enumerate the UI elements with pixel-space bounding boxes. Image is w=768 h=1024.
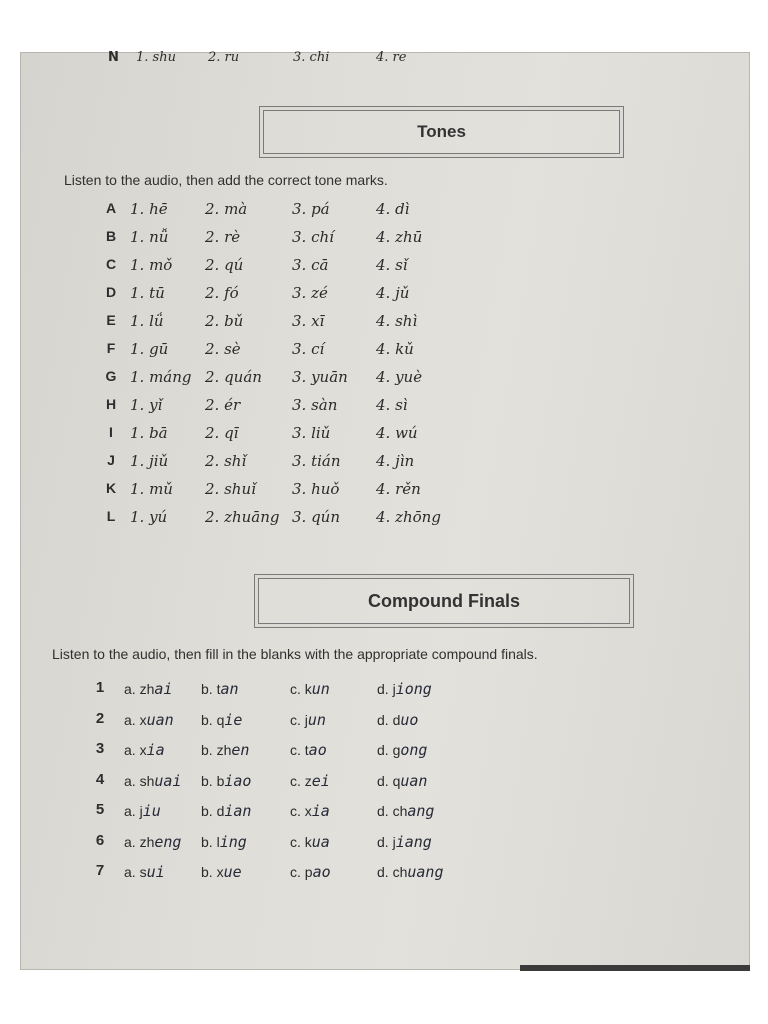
tone-item: 3. tián [292, 452, 341, 470]
row-letter: F [106, 340, 116, 356]
tone-item: 3. zé [292, 284, 328, 302]
item-prefix: a. x [124, 711, 147, 728]
row-number: 3 [95, 740, 105, 757]
blank-item [290, 711, 326, 729]
blank-item [201, 680, 239, 698]
item: 3. chi [293, 50, 330, 65]
handwritten-answer: iu [142, 802, 161, 820]
tone-item: 4. dì [376, 200, 410, 218]
compound-finals-instruction: Listen to the audio, then fill in the blanks with the appropriate compound finals. [52, 646, 538, 662]
handwritten-answer: ai [154, 680, 173, 698]
tone-item: 1. tū [130, 284, 165, 302]
handwritten-answer: iang [395, 832, 432, 851]
item-prefix: a. zh [124, 681, 155, 697]
tone-item: 2. shuǐ [205, 480, 256, 498]
tone-item: 2. quán [205, 368, 262, 386]
blank-item [124, 772, 181, 790]
section-title: Tones [417, 122, 466, 141]
blank-item [124, 863, 165, 881]
row-letter: K [105, 480, 117, 496]
item-prefix: d. ch [377, 864, 408, 880]
tone-row [0, 506, 768, 530]
item-prefix: a. s [124, 864, 147, 880]
blank-item [377, 772, 427, 790]
blank-item [201, 802, 251, 820]
item-prefix: c. p [290, 864, 313, 880]
row-number: 4 [95, 770, 105, 788]
item: 2. ru [208, 50, 240, 65]
handwritten-answer: ei [311, 771, 330, 790]
item-prefix: c. k [290, 833, 312, 850]
tone-row [0, 254, 768, 278]
blank-item [201, 833, 247, 851]
row-number: 6 [95, 831, 105, 849]
item-prefix: c. j [290, 711, 308, 728]
item: 1. shu [136, 50, 176, 65]
item-prefix: b. q [201, 711, 225, 728]
tone-item: 3. liǔ [292, 424, 331, 442]
handwritten-answer: uo [400, 710, 419, 729]
blank-item [290, 863, 331, 881]
tone-item: 2. qī [205, 424, 239, 442]
row-letter: B [105, 228, 117, 244]
tone-item: 2. sè [205, 340, 241, 358]
tone-item: 3. yuān [292, 368, 348, 386]
tone-item: 4. jìn [376, 452, 415, 470]
blank-item [377, 741, 427, 759]
item-prefix: d. j [377, 681, 396, 697]
handwritten-answer: eng [154, 832, 182, 851]
compound-final-row [0, 708, 768, 734]
section-title: Compound Finals [368, 590, 520, 611]
tone-item: 4. shì [376, 312, 418, 330]
row-letter: D [105, 284, 117, 300]
handwritten-answer: ing [219, 832, 247, 851]
page-corner-shadow [520, 965, 750, 971]
handwritten-answer: ui [146, 863, 165, 881]
handwritten-answer: uan [400, 771, 428, 790]
blank-item [124, 833, 181, 851]
tone-item: 1. mǔ [130, 480, 173, 498]
tone-item: 1. hē [130, 200, 168, 218]
blank-item [377, 863, 443, 881]
handwritten-answer: ia [311, 802, 330, 820]
handwritten-answer: ua [311, 832, 330, 851]
tone-item: 1. bā [130, 424, 168, 442]
compound-final-row [0, 860, 768, 886]
tone-row [0, 310, 768, 334]
handwritten-answer: ue [223, 863, 242, 881]
compound-final-row [0, 799, 768, 825]
handwritten-answer: ia [146, 741, 165, 759]
row-letter: A [105, 200, 117, 216]
tone-item: 1. yú [130, 508, 168, 526]
item-prefix: c. t [290, 742, 309, 758]
blank-item [201, 711, 242, 729]
tone-item: 3. qún [292, 508, 341, 526]
handwritten-answer: ao [308, 741, 327, 759]
item-prefix: b. t [201, 681, 221, 697]
blank-item [290, 802, 330, 820]
item: 4. re [376, 50, 407, 65]
blank-item [290, 741, 327, 759]
blank-item [377, 711, 418, 729]
blank-item [290, 833, 330, 851]
tones-instruction: Listen to the audio, then add the correct tone marks. [64, 172, 388, 188]
blank-item [290, 772, 330, 790]
item-prefix: b. zh [201, 742, 232, 758]
tone-item: 1. mǒ [130, 256, 173, 274]
blank-item [290, 680, 330, 698]
item-prefix: a. zh [124, 833, 155, 850]
tone-item: 2. shǐ [205, 452, 247, 470]
item-prefix: b. l [201, 833, 220, 850]
row-letter: C [105, 256, 117, 272]
blank-item [124, 680, 172, 698]
tone-item: 4. jǔ [376, 284, 410, 302]
tone-item: 3. xī [292, 312, 325, 330]
tone-item: 2. bǔ [205, 312, 244, 330]
handwritten-answer: uan [146, 710, 174, 729]
item-prefix: a. sh [124, 772, 155, 789]
item-prefix: b. b [201, 772, 225, 789]
compound-final-row [0, 830, 768, 856]
handwritten-answer: ang [407, 802, 435, 820]
item-prefix: d. q [377, 772, 401, 789]
blank-item [201, 741, 249, 759]
tone-row [0, 394, 768, 418]
tone-item: 1. gū [130, 340, 169, 358]
row-letter: J [107, 452, 115, 468]
tone-item: 3. huǒ [292, 480, 340, 498]
handwritten-answer: en [231, 741, 250, 759]
tone-item: 3. sàn [292, 396, 338, 414]
handwritten-answer: an [220, 680, 239, 698]
tone-row [0, 226, 768, 250]
tone-item: 4. sì [376, 396, 408, 414]
handwritten-answer: un [311, 680, 330, 698]
tone-item: 4. zhū [376, 228, 423, 246]
handwritten-answer: uai [154, 771, 182, 790]
tone-item: 3. chí [292, 228, 334, 246]
tone-item: 2. qú [205, 256, 244, 274]
compound-final-row [0, 769, 768, 795]
tone-item: 2. fó [205, 284, 239, 302]
tone-item: 2. mà [205, 200, 248, 218]
tone-row [0, 366, 768, 390]
blank-item [377, 802, 434, 820]
item-prefix: a. j [124, 803, 143, 819]
row-letter: E [106, 312, 116, 328]
handwritten-answer: iao [224, 771, 252, 790]
row-number: 2 [95, 709, 105, 727]
tone-item: 1. nǚ [130, 228, 169, 246]
blank-item [124, 741, 165, 759]
tone-item: 4. rěn [376, 480, 421, 498]
handwritten-answer: iong [395, 680, 432, 698]
tone-item: 2. rè [205, 228, 241, 246]
item-prefix: d. ch [377, 803, 408, 819]
tone-row [0, 282, 768, 306]
blank-item [377, 680, 432, 698]
tone-item: 1. máng [130, 368, 192, 386]
row-letter: G [105, 368, 117, 384]
tone-item: 4. zhōng [376, 508, 441, 526]
handwritten-answer: uang [407, 863, 444, 881]
handwritten-answer: ie [224, 710, 243, 729]
item-prefix: b. x [201, 864, 224, 880]
row-number: 1 [95, 679, 105, 696]
handwritten-answer: ong [400, 741, 428, 759]
tone-item: 2. zhuāng [205, 508, 280, 526]
item-prefix: c. k [290, 681, 312, 697]
blank-item [201, 772, 251, 790]
tone-item: 1. lǘ [130, 312, 164, 330]
tone-row [0, 478, 768, 502]
tone-item: 4. yuè [376, 368, 423, 386]
row-number: 5 [95, 801, 105, 818]
blank-item [124, 711, 174, 729]
item-prefix: c. x [290, 803, 312, 819]
exercise-row-n [108, 50, 468, 68]
row-letter: H [105, 396, 117, 412]
row-letter: N [108, 50, 119, 65]
item-prefix: d. d [377, 711, 401, 728]
tone-item: 4. sǐ [376, 256, 408, 274]
item-prefix: a. x [124, 742, 147, 758]
row-number: 7 [95, 862, 105, 879]
tone-item: 3. pá [292, 200, 330, 218]
row-letter: I [109, 424, 113, 440]
tone-row [0, 198, 768, 222]
tone-item: 1. yǐ [130, 396, 163, 414]
tone-item: 1. jiǔ [130, 452, 169, 470]
blank-item [201, 863, 242, 881]
item-prefix: d. j [377, 833, 396, 850]
handwritten-answer: ao [312, 863, 331, 881]
tone-item: 3. cā [292, 256, 329, 274]
compound-final-row [0, 738, 768, 764]
item-prefix: d. g [377, 742, 401, 758]
tone-row [0, 450, 768, 474]
tone-item: 2. ér [205, 396, 241, 414]
item-prefix: b. d [201, 803, 225, 819]
compound-final-row [0, 677, 768, 703]
tone-item: 4. wú [376, 424, 418, 442]
tone-row [0, 338, 768, 362]
blank-item [377, 833, 432, 851]
tones-heading-box [263, 110, 620, 154]
tone-row [0, 422, 768, 446]
tone-item: 3. cí [292, 340, 325, 358]
item-prefix: c. z [290, 772, 312, 789]
compound-finals-heading-box [258, 578, 630, 624]
handwritten-answer: ian [224, 802, 252, 820]
tone-item: 4. kǔ [376, 340, 414, 358]
blank-item [124, 802, 161, 820]
handwritten-answer: un [307, 710, 326, 729]
row-letter: L [106, 508, 116, 524]
